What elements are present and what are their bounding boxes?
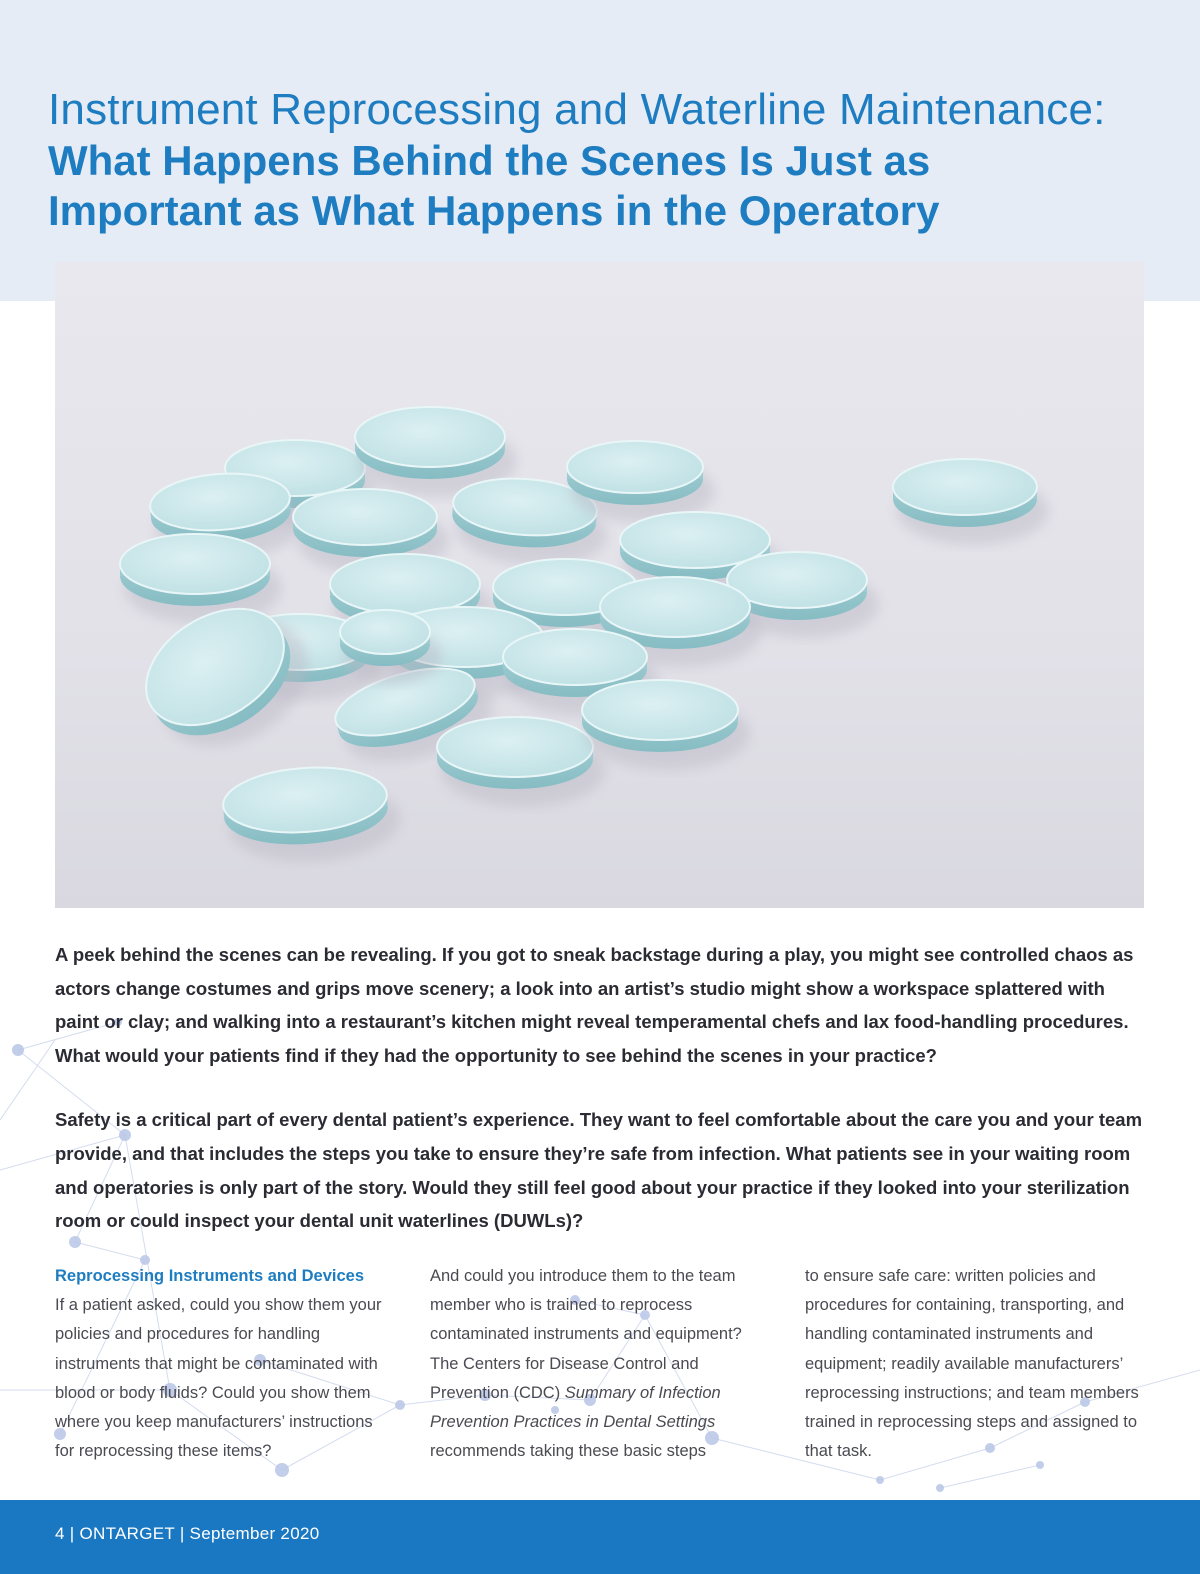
intro-paragraph-1: A peek behind the scenes can be revealing. If you got to sneak backstage during a play, you might see controlled chaos as actors change costumes and grips move scenery; a look into an artist’s studio might show a workspace splattered with paint or clay; and walking into a restaurant’s kitchen might reveal temperamental chefs and lax food-handling procedures. What would your patients find if they had the opportunity to see behind the scenes in your practice? (55, 944, 1134, 1066)
column-1-text: If a patient asked, could you show them your policies and procedures for handling instruments that might be contaminated with blood or body fluids? Could you show them where you keep manufacturers’ instructions for reprocessing these items? (55, 1296, 382, 1461)
tablet (893, 459, 1049, 545)
footer-folio: 4 | ONTARGET | September 2020 (55, 1524, 320, 1543)
tablets-photo (55, 262, 1144, 908)
section-heading: Reprocessing Instruments and Devices (55, 1267, 365, 1285)
column-3 (805, 1262, 1145, 1466)
intro-paragraph-2: Safety is a critical part of every dental patient’s experience. They want to feel comfortable about the care you and your team provide, and that includes the steps you take to ensure they’re safe from infection. What patients see in your waiting room and operatories is only part of the story. Would they still feel good about your practice if they looked into your sterilization room or could inspect your dental unit waterlines (DUWLs)? (55, 1109, 1143, 1232)
intro-text (55, 938, 1150, 1269)
cdc-summary-title: Summary of Infection Prevention Practices in Dental Settings (430, 1383, 721, 1432)
tablet (567, 441, 715, 523)
tablet (582, 680, 750, 770)
column-3-text: to ensure safe care: written policies and procedures for containing, transporting, and handling contaminated instruments and equipment; readily available manufacturers’ reprocessing instructions; and team members trained in reprocessing steps and assigned to that task. (805, 1267, 1139, 1461)
column-2-text-before: And could you introduce them to the team member who is trained to reprocess contaminated instruments and equipment? The Centers for Disease Control and Prevention (CDC) (430, 1267, 742, 1402)
column-1 (55, 1262, 395, 1466)
title-subtitle: What Happens Behind the Scenes Is Just as Important as What Happens in the Operatory (48, 137, 940, 234)
title-line: Instrument Reprocessing and Waterline Maintenance: (48, 85, 1106, 134)
article-title (48, 84, 1168, 236)
column-2 (430, 1262, 770, 1466)
column-2-text (430, 1262, 770, 1466)
footer-bar (0, 1500, 1200, 1574)
column-2-text-after: recommends taking these basic steps (430, 1442, 707, 1461)
tablet (437, 717, 605, 807)
